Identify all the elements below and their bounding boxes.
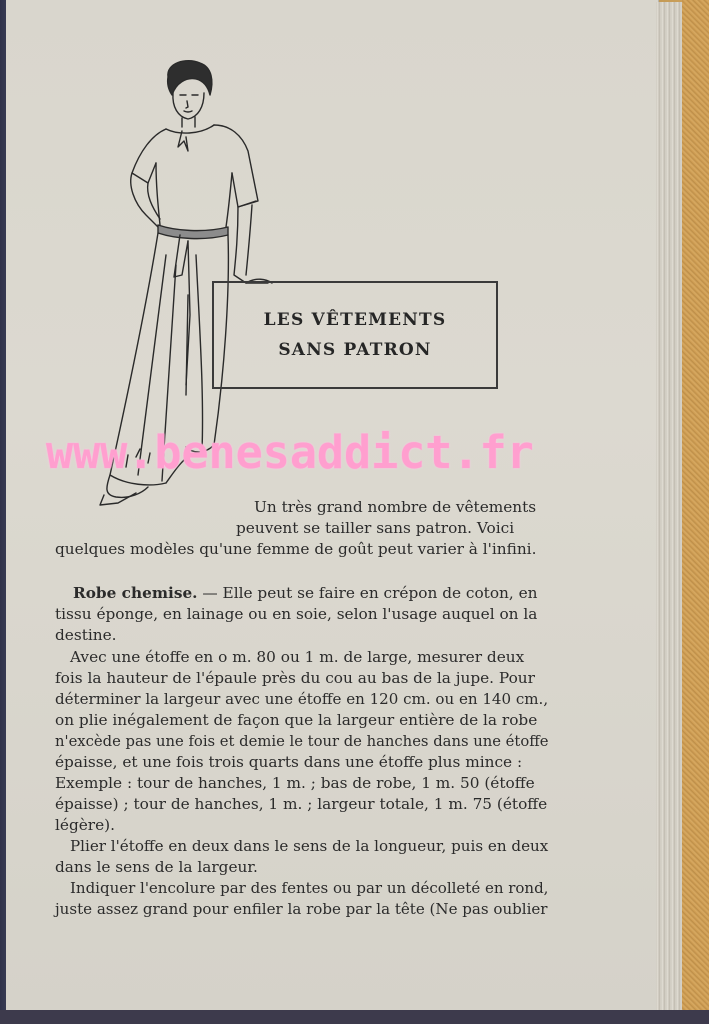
section-first-line <box>73 583 538 603</box>
section-line-13: Plier l'étoffe en deux dans le sens de la longueur, puis en deux <box>70 837 549 855</box>
section-line-15: Indiquer l'encolure par des fentes ou par un décolleté en rond, <box>70 879 549 897</box>
chapter-title-box <box>212 281 498 389</box>
book-cover-edge <box>682 0 709 1024</box>
section-line-5: fois la hauteur de l'épaule près du cou au bas de la jupe. Pour <box>55 669 535 687</box>
intro-line-2: peuvent se tailler sans patron. Voici <box>236 519 515 537</box>
page-edges <box>656 2 683 1010</box>
section-line-7: on plie inégalement de façon que la largeur entière de la robe <box>55 711 538 729</box>
section-line-1: — Elle peut se faire en crépon de coton, en <box>197 584 538 602</box>
section-line-16: juste assez grand pour enfiler la robe par la tête (Ne pas oublier <box>55 900 548 918</box>
chapter-title-line1: LES VÊTEMENTS <box>263 310 447 330</box>
section-line-3: destine. <box>55 626 117 644</box>
section-line-14: dans le sens de la largeur. <box>55 858 258 876</box>
section-line-10: Exemple : tour de hanches, 1 m. ; bas de robe, 1 m. 50 (étoffe <box>55 774 535 792</box>
section-line-9: épaisse, et une fois trois quarts dans une étoffe plus mince : <box>55 753 523 771</box>
section-heading: Robe chemise. <box>73 584 198 602</box>
section-line-2: tissu éponge, en lainage ou en soie, selon l'usage auquel on la <box>55 605 538 623</box>
watermark-text: www.benesaddict.fr <box>46 426 534 479</box>
section-line-11: épaisse) ; tour de hanches, 1 m. ; largeur totale, 1 m. 75 (étoffe <box>55 795 548 813</box>
section-line-8: n'excède pas une fois et demie le tour de hanches dans une étoffe <box>55 732 549 750</box>
intro-line-3: quelques modèles qu'une femme de goût peut varier à l'infini. <box>55 540 537 558</box>
section-line-6: déterminer la largeur avec une étoffe en 120 cm. ou en 140 cm., <box>55 690 549 708</box>
intro-line-1: Un très grand nombre de vêtements <box>254 498 537 516</box>
table-surface <box>0 1010 709 1024</box>
section-line-12: légère). <box>55 816 115 834</box>
chapter-title-line2: SANS PATRON <box>278 340 432 360</box>
section-line-4: Avec une étoffe en o m. 80 ou 1 m. de large, mesurer deux <box>70 648 525 666</box>
